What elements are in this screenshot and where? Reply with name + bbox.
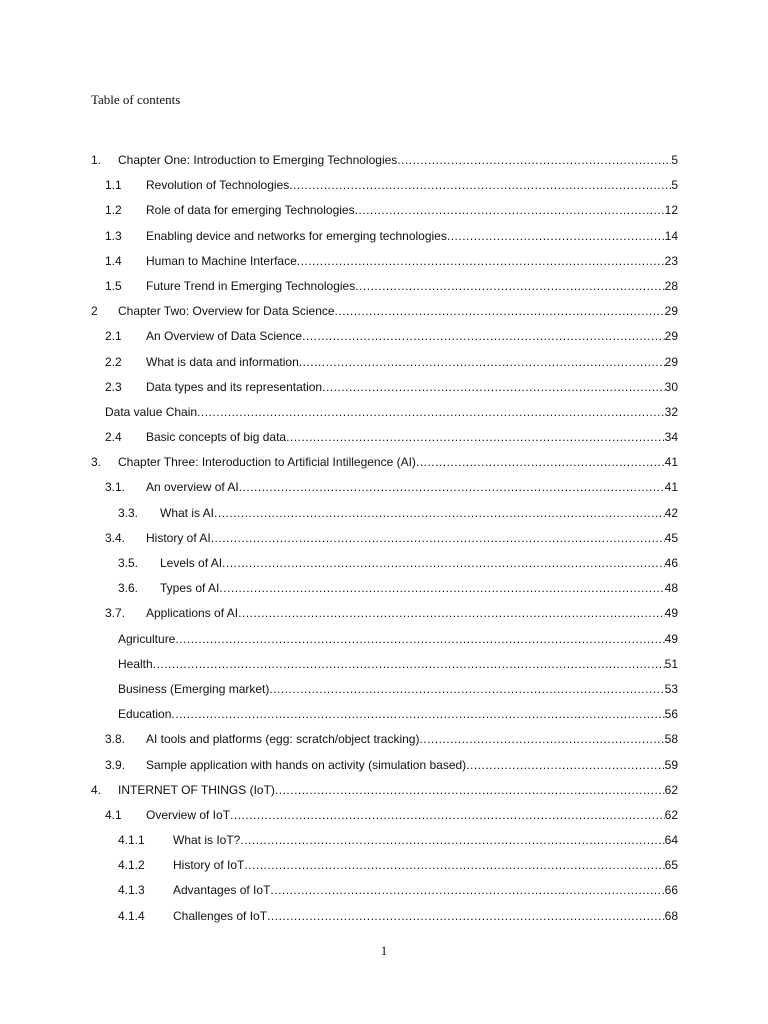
toc-entry[interactable] <box>0 150 768 175</box>
toc-entry[interactable] <box>0 880 768 905</box>
toc-entry[interactable] <box>0 830 768 855</box>
toc-entry-page: 29 <box>664 329 678 344</box>
page-number: 1 <box>380 943 388 958</box>
toc-entry-page: 32 <box>664 404 678 419</box>
dot-leader <box>219 578 664 598</box>
dot-leader <box>286 427 665 447</box>
toc-entry-title: Health <box>118 656 153 671</box>
toc-entry[interactable] <box>0 503 768 528</box>
toc-entry-title: Agriculture <box>118 631 176 646</box>
toc-entry-line <box>160 578 678 598</box>
dot-leader <box>244 855 664 875</box>
toc-entry[interactable] <box>0 704 768 729</box>
toc-entry[interactable] <box>0 175 768 200</box>
toc-entry-page: 65 <box>664 858 678 873</box>
toc-entry-line <box>146 326 678 346</box>
toc-entry[interactable] <box>0 477 768 502</box>
toc-entry-number: 3. <box>91 455 102 470</box>
toc-entry[interactable] <box>0 452 768 477</box>
toc-entry-title: Chapter One: Introduction to Emerging Technologies <box>118 153 398 167</box>
toc-entry-line <box>146 276 678 296</box>
toc-entry-number: 1. <box>91 153 102 167</box>
toc-entry-line <box>146 352 678 372</box>
dot-leader <box>275 780 665 800</box>
toc-entry[interactable] <box>0 402 768 427</box>
toc-entry-page: 46 <box>664 556 678 570</box>
toc-entry[interactable] <box>0 805 768 830</box>
toc-entry-page: 62 <box>664 782 678 797</box>
dot-leader <box>270 880 664 900</box>
toc-entry[interactable] <box>0 226 768 251</box>
toc-entry-title: Types of AI <box>160 581 220 596</box>
toc-entry-page: 28 <box>664 278 678 293</box>
toc-entry-line <box>118 679 678 699</box>
toc-entry-title: Business (Emerging market) <box>118 681 270 696</box>
toc-entry-number: 3.3. <box>118 505 139 520</box>
toc-entry-line <box>146 200 678 220</box>
toc-entry-line <box>118 704 678 724</box>
toc-entry-page: 49 <box>664 631 678 646</box>
toc-entry-page: 51 <box>664 656 678 671</box>
toc-entry-number: 3.6. <box>118 581 139 596</box>
toc-entry-page: 48 <box>664 581 678 596</box>
toc-entry-line <box>146 377 678 397</box>
dot-leader <box>447 226 665 246</box>
toc-entry-title: What is AI <box>160 505 215 520</box>
toc-entry-number: 4. <box>91 782 102 797</box>
toc-entry-line <box>146 251 678 271</box>
toc-entry-number: 2.1 <box>105 329 122 344</box>
toc-entry-number: 1.5 <box>105 278 122 293</box>
toc-entry-title: Revolution of Technologies <box>146 178 290 193</box>
toc-entry-page: 49 <box>664 606 678 621</box>
toc-entry-number: 3.1. <box>105 480 126 495</box>
dot-leader <box>355 276 664 296</box>
toc-entry[interactable] <box>0 251 768 276</box>
toc-entry-title: Basic concepts of big data <box>146 430 287 445</box>
toc-entry[interactable] <box>0 855 768 880</box>
toc-heading: Table of contents <box>91 92 181 107</box>
toc-entry-title: AI tools and platforms (egg: scratch/object tracking) <box>146 732 420 747</box>
toc-entry[interactable] <box>0 780 768 805</box>
toc-entry-title: History of AI <box>146 530 211 545</box>
toc-entry-number: 2.4 <box>105 430 122 445</box>
toc-entry-number: 4.1.2 <box>118 858 145 873</box>
toc-entry-line <box>118 780 678 800</box>
toc-entry-line <box>173 906 678 926</box>
toc-entry-page: 34 <box>664 430 678 445</box>
dot-leader <box>416 452 665 472</box>
toc-entry[interactable] <box>0 528 768 553</box>
dot-leader <box>197 402 665 422</box>
toc-entry-line <box>146 603 678 623</box>
toc-entry-title: Sample application with hands on activity (simulation based) <box>146 757 467 772</box>
toc-entry-title: INTERNET OF THINGS (IoT) <box>118 782 275 797</box>
dot-leader <box>335 301 665 321</box>
toc-entry-page: 53 <box>664 681 678 696</box>
toc-entry-line <box>173 880 678 900</box>
dot-leader <box>153 654 665 674</box>
dot-leader <box>355 200 665 220</box>
toc-entry-page: 62 <box>664 807 678 822</box>
toc-entry-title: Data value Chain <box>105 404 198 419</box>
toc-entry[interactable] <box>0 755 768 780</box>
toc-entry-number: 3.7. <box>105 606 126 621</box>
toc-entry-page: 64 <box>664 833 678 848</box>
dot-leader <box>267 906 665 926</box>
toc-entry-line <box>173 830 678 850</box>
toc-entry-page: 41 <box>664 480 678 495</box>
toc-entry[interactable] <box>0 352 768 377</box>
toc-entry-line <box>146 805 678 825</box>
toc-entry[interactable] <box>0 906 768 931</box>
toc-entry[interactable] <box>0 301 768 326</box>
toc-entry-page: 30 <box>664 379 678 394</box>
toc-entry-page: 42 <box>664 505 678 520</box>
toc-entry-number: 1.1 <box>105 178 122 193</box>
toc-entry-page: 29 <box>664 354 678 369</box>
toc-entry-line <box>105 402 678 422</box>
toc-entry-page: 58 <box>664 732 678 747</box>
dot-leader <box>211 528 665 548</box>
dot-leader <box>239 477 665 497</box>
dot-leader <box>299 352 665 372</box>
toc-entry-line <box>118 629 678 649</box>
toc-entry[interactable] <box>0 276 768 301</box>
dot-leader <box>238 603 665 623</box>
toc-entry-line <box>160 553 678 573</box>
toc-entry[interactable] <box>0 377 768 402</box>
toc-entry-title: Future Trend in Emerging Technologies <box>146 278 356 293</box>
toc-entry-line <box>118 301 678 321</box>
toc-entry-title: What is IoT? <box>173 833 241 848</box>
toc-entry-number: 4.1.4 <box>118 908 145 923</box>
dot-leader <box>419 729 664 749</box>
toc-entry-page: 66 <box>664 883 678 898</box>
toc-entry-number: 3.4. <box>105 530 126 545</box>
toc-entry-title: Chapter Two: Overview for Data Science <box>118 304 335 319</box>
toc-entry[interactable] <box>0 427 768 452</box>
toc-entry-title: Human to Machine Interface <box>146 253 297 268</box>
toc-entry-number: 2.3 <box>105 379 122 394</box>
toc-entry[interactable] <box>0 654 768 679</box>
toc-entry-page: 5 <box>671 178 678 193</box>
dot-leader <box>214 503 665 523</box>
toc-entry-page: 59 <box>664 757 678 772</box>
toc-entry-page: 12 <box>664 203 678 218</box>
toc-entry-number: 2 <box>91 304 98 319</box>
toc-entry-page: 29 <box>664 304 678 319</box>
toc-entry-line <box>146 226 678 246</box>
toc-entry-number: 1.2 <box>105 203 122 218</box>
toc-entry-line <box>146 755 678 775</box>
toc-entry[interactable] <box>0 200 768 225</box>
toc-entry[interactable] <box>0 679 768 704</box>
toc-entry-title: Data types and its representation <box>146 379 323 394</box>
toc-entry[interactable] <box>0 629 768 654</box>
dot-leader <box>297 251 665 271</box>
toc-entry-line <box>146 175 678 195</box>
toc-entry-title: Education <box>118 707 172 722</box>
dot-leader <box>240 830 664 850</box>
toc-entry-line <box>118 452 678 472</box>
toc-entry-number: 3.8. <box>105 732 126 747</box>
dot-leader <box>230 805 665 825</box>
dot-leader <box>171 704 664 724</box>
toc-entry[interactable] <box>0 578 768 603</box>
dot-leader <box>397 150 671 170</box>
toc-entry-title: Overview of IoT <box>146 807 231 822</box>
toc-entry-number: 1.4 <box>105 253 122 268</box>
toc-entry[interactable] <box>0 553 768 578</box>
toc-entry-title: Levels of AI <box>160 556 223 570</box>
toc-list <box>0 150 768 931</box>
toc-entry-line <box>173 855 678 875</box>
toc-entry-page: 23 <box>664 253 678 268</box>
toc-entry-title: What is data and information <box>146 354 299 369</box>
toc-entry-title: An Overview of Data Science <box>146 329 303 344</box>
toc-entry-number: 3.5. <box>118 556 139 570</box>
toc-entry-title: Role of data for emerging Technologies <box>146 203 355 218</box>
toc-entry-page: 5 <box>671 153 678 167</box>
toc-entry[interactable] <box>0 603 768 628</box>
toc-entry-line <box>118 150 678 170</box>
toc-entry-title: Challenges of IoT <box>173 908 268 923</box>
dot-leader <box>302 326 665 346</box>
toc-entry-line <box>146 528 678 548</box>
dot-leader <box>289 175 671 195</box>
dot-leader <box>269 679 664 699</box>
toc-entry-number: 4.1.3 <box>118 883 145 898</box>
toc-entry-line <box>146 477 678 497</box>
toc-entry-number: 4.1 <box>105 807 122 822</box>
toc-entry-line <box>146 729 678 749</box>
toc-entry-page: 14 <box>664 228 678 243</box>
toc-entry-number: 4.1.1 <box>118 833 145 848</box>
dot-leader <box>175 629 664 649</box>
toc-entry-line <box>160 503 678 523</box>
toc-entry-title: History of IoT <box>173 858 245 873</box>
toc-entry-title: An overview of AI <box>146 480 239 495</box>
dot-leader <box>322 377 665 397</box>
toc-entry-page: 45 <box>664 530 678 545</box>
toc-entry-page: 68 <box>664 908 678 923</box>
toc-entry-number: 3.9. <box>105 757 126 772</box>
toc-entry[interactable] <box>0 729 768 754</box>
toc-entry-title: Applications of AI <box>146 606 239 621</box>
toc-entry-number: 1.3 <box>105 228 122 243</box>
toc-entry-line <box>118 654 678 674</box>
toc-entry-title: Advantages of IoT <box>173 883 271 898</box>
toc-entry-line <box>146 427 678 447</box>
toc-entry[interactable] <box>0 326 768 351</box>
toc-entry-title: Chapter Three: Interoduction to Artificial Intillegence (AI) <box>118 455 416 470</box>
toc-entry-page: 56 <box>664 707 678 722</box>
toc-entry-page: 41 <box>664 455 678 470</box>
toc-entry-title: Enabling device and networks for emerging technologies <box>146 228 447 243</box>
dot-leader <box>466 755 664 775</box>
dot-leader <box>222 553 665 573</box>
toc-entry-number: 2.2 <box>105 354 122 369</box>
